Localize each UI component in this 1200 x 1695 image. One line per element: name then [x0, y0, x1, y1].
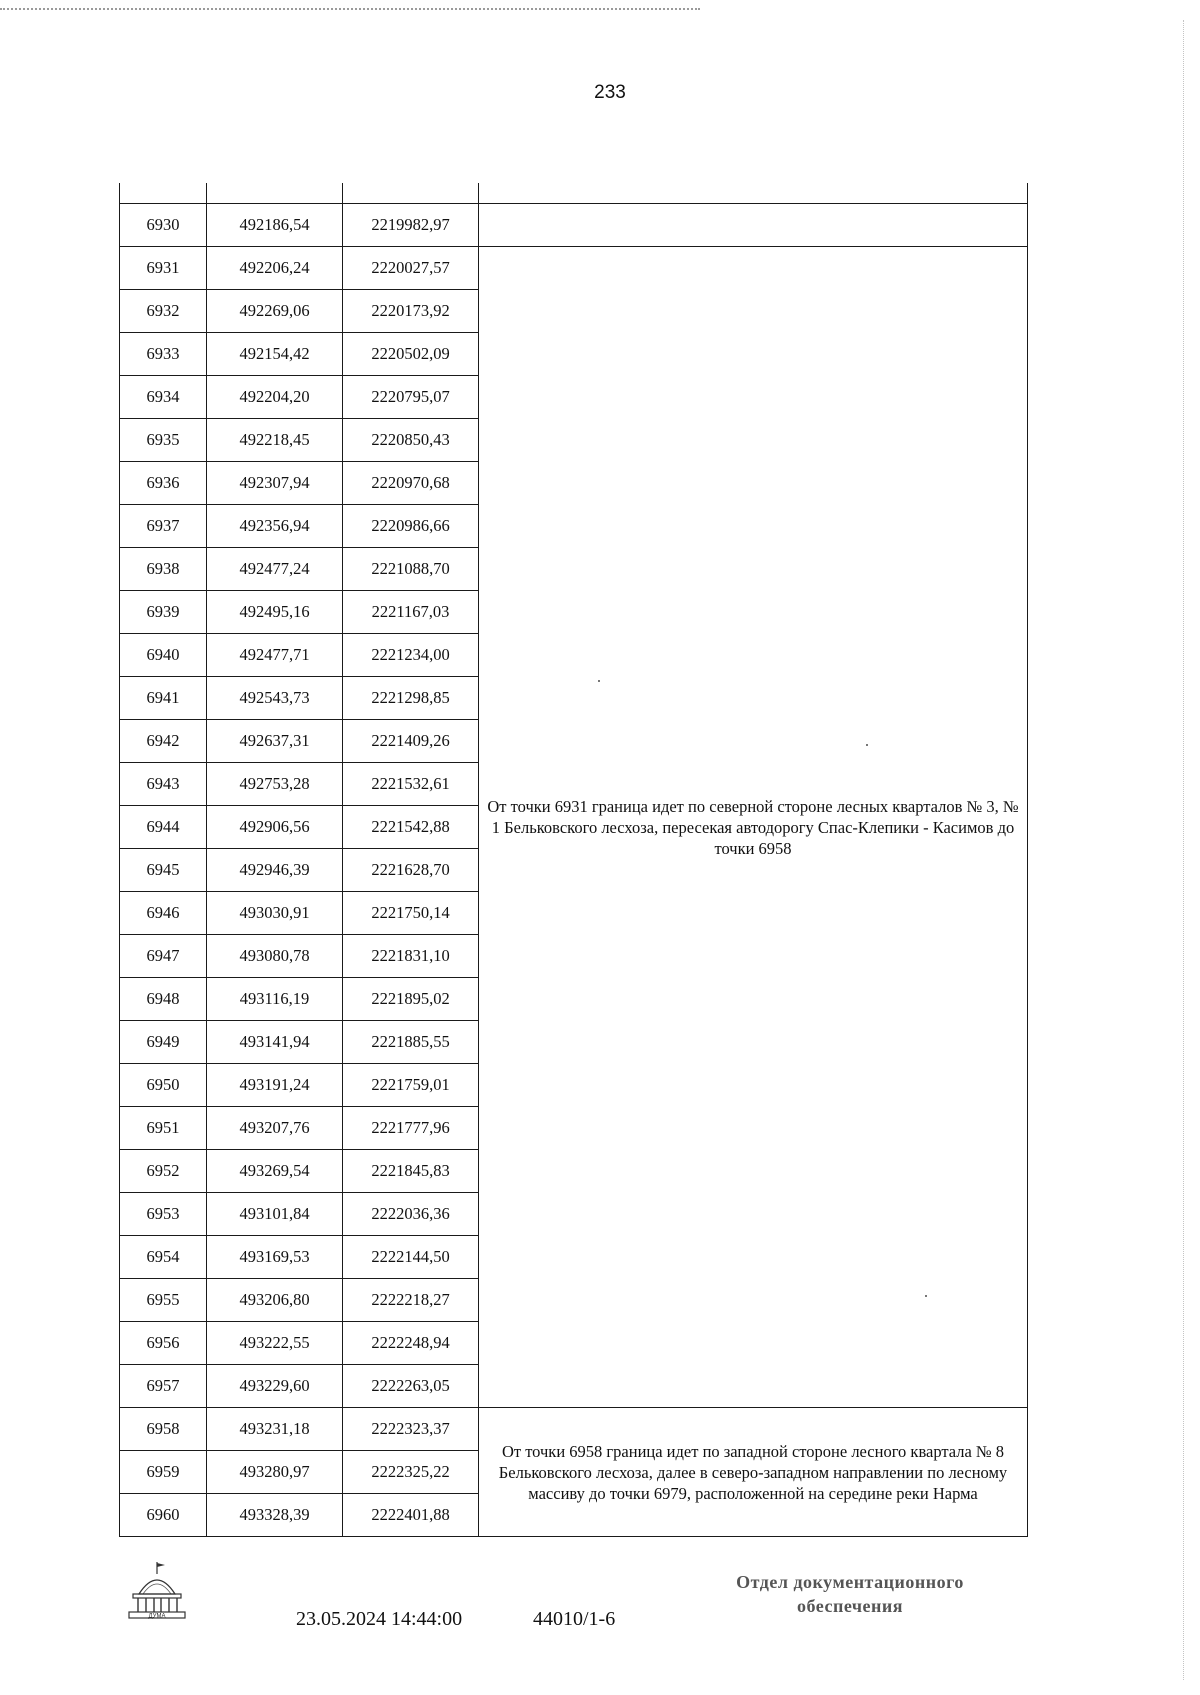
continued-description-cell	[479, 183, 1028, 204]
point-number-cell: 6940	[120, 634, 207, 677]
point-number-cell: 6939	[120, 591, 207, 634]
point-number-cell: 6933	[120, 333, 207, 376]
y-coordinate-cell: 2221167,03	[343, 591, 479, 634]
x-coordinate-cell: 492906,56	[207, 806, 343, 849]
point-number-cell: 6960	[120, 1494, 207, 1537]
y-coordinate-cell: 2222248,94	[343, 1322, 479, 1365]
y-coordinate-cell: 2220502,09	[343, 333, 479, 376]
point-number-cell: 6930	[120, 204, 207, 247]
y-coordinate-cell: 2221542,88	[343, 806, 479, 849]
x-coordinate-cell: 493328,39	[207, 1494, 343, 1537]
point-number-cell: 6946	[120, 892, 207, 935]
y-coordinate-cell: 2220027,57	[343, 247, 479, 290]
scan-top-edge	[0, 8, 700, 10]
point-number-cell: 6938	[120, 548, 207, 591]
point-number-cell: 6935	[120, 419, 207, 462]
y-coordinate-cell: 2221628,70	[343, 849, 479, 892]
emblem-text: ДУМА	[148, 1613, 166, 1620]
y-coordinate-cell: 2222325,22	[343, 1451, 479, 1494]
point-number-cell: 6945	[120, 849, 207, 892]
y-coordinate-cell: 2221532,61	[343, 763, 479, 806]
point-number-cell: 6956	[120, 1322, 207, 1365]
point-number-cell: 6952	[120, 1150, 207, 1193]
point-number-cell: 6958	[120, 1408, 207, 1451]
point-number-cell: 6951	[120, 1107, 207, 1150]
x-coordinate-cell: 492218,45	[207, 419, 343, 462]
point-number-cell: 6941	[120, 677, 207, 720]
document-number: 44010/1-6	[533, 1608, 616, 1630]
point-number-cell: 6955	[120, 1279, 207, 1322]
scan-speck	[598, 680, 600, 682]
stamp-line: Отдел документационного	[736, 1572, 964, 1592]
y-coordinate-cell: 2221298,85	[343, 677, 479, 720]
x-coordinate-cell: 492269,06	[207, 290, 343, 333]
x-coordinate-cell: 493207,76	[207, 1107, 343, 1150]
y-coordinate-cell: 2221759,01	[343, 1064, 479, 1107]
duma-emblem-icon	[127, 1560, 187, 1622]
table-row	[120, 204, 1028, 247]
x-coordinate-cell: 492356,94	[207, 505, 343, 548]
x-coordinate-cell: 492186,54	[207, 204, 343, 247]
point-number-cell: 6932	[120, 290, 207, 333]
continued-cell	[343, 183, 479, 204]
x-coordinate-cell: 493141,94	[207, 1021, 343, 1064]
point-number-cell: 6931	[120, 247, 207, 290]
y-coordinate-cell: 2222263,05	[343, 1365, 479, 1408]
x-coordinate-cell: 493229,60	[207, 1365, 343, 1408]
x-coordinate-cell: 492204,20	[207, 376, 343, 419]
y-coordinate-cell: 2221831,10	[343, 935, 479, 978]
x-coordinate-cell: 492206,24	[207, 247, 343, 290]
y-coordinate-cell: 2220986,66	[343, 505, 479, 548]
x-coordinate-cell: 492307,94	[207, 462, 343, 505]
point-number-cell: 6954	[120, 1236, 207, 1279]
y-coordinate-cell: 2222144,50	[343, 1236, 479, 1279]
x-coordinate-cell: 493231,18	[207, 1408, 343, 1451]
coordinates-table-body	[120, 183, 1028, 1537]
x-coordinate-cell: 493206,80	[207, 1279, 343, 1322]
y-coordinate-cell: 2222323,37	[343, 1408, 479, 1451]
x-coordinate-cell: 492543,73	[207, 677, 343, 720]
x-coordinate-cell: 492637,31	[207, 720, 343, 763]
segment-description-6958: От точки 6958 граница идет по западной стороне лесного квартала № 8 Бельковского лесхоза, далее в северо-западном направлении по лесному массиву до точки 6979, расположенной на середине реки Нарма	[479, 1408, 1028, 1537]
segment-description-6931: От точки 6931 граница идет по северной стороне лесных кварталов № 3, № 1 Бельковского лесхоза, пересекая автодорогу Спас-Клепики - Касимов до точки 6958	[479, 247, 1028, 1408]
table-continuation-row	[120, 183, 1028, 204]
point-number-cell: 6959	[120, 1451, 207, 1494]
registration-datetime: 23.05.2024 14:44:00	[296, 1608, 463, 1630]
x-coordinate-cell: 493080,78	[207, 935, 343, 978]
x-coordinate-cell: 492154,42	[207, 333, 343, 376]
x-coordinate-cell: 492495,16	[207, 591, 343, 634]
y-coordinate-cell: 2221409,26	[343, 720, 479, 763]
continued-cell	[120, 183, 207, 204]
x-coordinate-cell: 492946,39	[207, 849, 343, 892]
x-coordinate-cell: 492477,24	[207, 548, 343, 591]
point-number-cell: 6942	[120, 720, 207, 763]
x-coordinate-cell: 493191,24	[207, 1064, 343, 1107]
continued-cell	[207, 183, 343, 204]
point-number-cell: 6950	[120, 1064, 207, 1107]
scan-speck	[925, 1295, 927, 1297]
y-coordinate-cell: 2222401,88	[343, 1494, 479, 1537]
scan-speck	[866, 744, 868, 746]
x-coordinate-cell: 493030,91	[207, 892, 343, 935]
department-stamp	[700, 1570, 1000, 1618]
y-coordinate-cell: 2221885,55	[343, 1021, 479, 1064]
x-coordinate-cell: 493222,55	[207, 1322, 343, 1365]
y-coordinate-cell: 2220795,07	[343, 376, 479, 419]
y-coordinate-cell: 2221750,14	[343, 892, 479, 935]
scan-right-edge	[1183, 20, 1194, 1680]
point-number-cell: 6957	[120, 1365, 207, 1408]
y-coordinate-cell: 2222036,36	[343, 1193, 479, 1236]
stamp-line: обеспечения	[797, 1596, 903, 1616]
y-coordinate-cell: 2221895,02	[343, 978, 479, 1021]
point-number-cell: 6953	[120, 1193, 207, 1236]
y-coordinate-cell: 2221845,83	[343, 1150, 479, 1193]
x-coordinate-cell: 493116,19	[207, 978, 343, 1021]
y-coordinate-cell: 2221088,70	[343, 548, 479, 591]
previous-segment-description	[479, 204, 1028, 247]
y-coordinate-cell: 2222218,27	[343, 1279, 479, 1322]
point-number-cell: 6936	[120, 462, 207, 505]
y-coordinate-cell: 2220850,43	[343, 419, 479, 462]
y-coordinate-cell: 2219982,97	[343, 204, 479, 247]
x-coordinate-cell: 492477,71	[207, 634, 343, 677]
y-coordinate-cell: 2221234,00	[343, 634, 479, 677]
point-number-cell: 6949	[120, 1021, 207, 1064]
y-coordinate-cell: 2220173,92	[343, 290, 479, 333]
x-coordinate-cell: 493280,97	[207, 1451, 343, 1494]
point-number-cell: 6948	[120, 978, 207, 1021]
point-number-cell: 6944	[120, 806, 207, 849]
y-coordinate-cell: 2220970,68	[343, 462, 479, 505]
x-coordinate-cell: 492753,28	[207, 763, 343, 806]
coordinates-table	[119, 183, 1028, 1537]
x-coordinate-cell: 493269,54	[207, 1150, 343, 1193]
x-coordinate-cell: 493169,53	[207, 1236, 343, 1279]
table-row	[120, 1408, 1028, 1451]
x-coordinate-cell: 493101,84	[207, 1193, 343, 1236]
page-number: 233	[594, 82, 626, 103]
point-number-cell: 6937	[120, 505, 207, 548]
point-number-cell: 6943	[120, 763, 207, 806]
y-coordinate-cell: 2221777,96	[343, 1107, 479, 1150]
point-number-cell: 6934	[120, 376, 207, 419]
table-row	[120, 247, 1028, 290]
point-number-cell: 6947	[120, 935, 207, 978]
